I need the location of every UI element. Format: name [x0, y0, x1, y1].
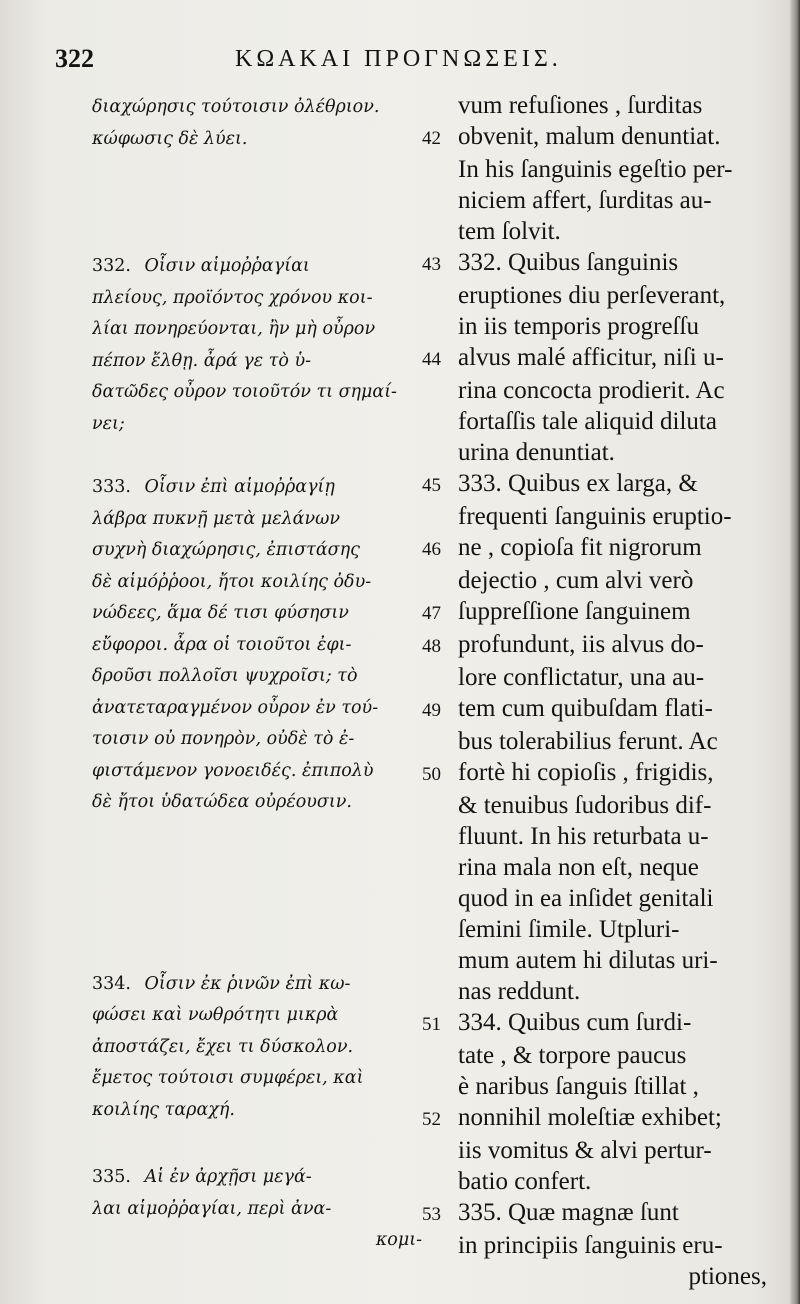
greek-paragraph-334 — [92, 969, 422, 1127]
greek-line: Οἷσιν αἱμοῤῥαγίαι — [144, 256, 310, 276]
greek-line: νώδεες, ἅμα δέ τισι φύσησιν — [92, 603, 349, 623]
latin-line: & tenuibus ſudoribus dif- — [458, 792, 712, 819]
greek-line: λάβρα πυκνῇ μετὰ μελάνων — [92, 508, 341, 529]
latin-line: urina denuntiat. — [458, 439, 615, 466]
page-header — [55, 44, 745, 80]
greek-line: Οἷσιν ἐπὶ αἱμοῤῥαγίῃ — [144, 477, 335, 497]
greek-line: φιστάμενον γονοειδές. ἐπιπολὺ — [92, 760, 374, 781]
latin-line: bus tolerabilius ferunt. Ac — [458, 728, 718, 755]
margin-number: 49 — [422, 700, 441, 721]
greek-line: Αἱ ἐν ἀρχῇσι μεγά- — [144, 1167, 312, 1187]
greek-line: νει; — [92, 413, 125, 434]
greek-line: κώφωσις δὲ λύει. — [92, 128, 248, 149]
latin-line: 43 332. Quibus ſanguinis — [422, 247, 767, 280]
section-number: 332. — [92, 256, 131, 276]
page-spine-shadow — [790, 0, 800, 1304]
margin-number: 50 — [422, 764, 441, 785]
section-number: 333. — [92, 477, 131, 497]
latin-line: rina concocta prodierit. Ac — [458, 377, 725, 404]
section-number: 335. — [92, 1167, 131, 1187]
latin-line: vum refuſiones , ſurditas — [458, 92, 703, 119]
margin-number: 45 — [422, 475, 441, 496]
greek-line: δὲ ἤτοι ὑδατώδεα οὐρέουσιν. — [92, 792, 352, 812]
greek-column — [92, 92, 422, 1257]
latin-line: in principiis ſanguinis eru- — [458, 1232, 723, 1259]
section-number: 334. — [92, 973, 131, 994]
greek-paragraph-335 — [92, 1162, 422, 1257]
latin-line: 50 fortè hi copioſis , frigidis, — [422, 757, 767, 790]
greek-line: συχνὴ διαχώρησις, ἐπιστάσης — [92, 540, 360, 560]
margin-number: 43 — [422, 254, 441, 275]
latin-line: 53 335. Quæ magnæ ſunt — [422, 1197, 767, 1230]
greek-line: τοισιν οὐ πονηρὸν, οὐδὲ τὸ ἐ- — [92, 729, 355, 749]
greek-line: ἀνατεταραγμένον οὖρον ἐν τού- — [92, 697, 379, 718]
greek-line-heading — [92, 472, 422, 504]
greek-line-heading — [92, 251, 422, 283]
latin-line: ſemini ſimile. Utpluri- — [458, 916, 680, 943]
latin-line: fortaſſis tale aliquid diluta — [458, 408, 717, 435]
latin-line: 51 334. Quibus cum ſurdi- — [422, 1007, 767, 1040]
greek-line: διαχώρησις τούτοισιν ὀλέθριον. — [92, 97, 380, 117]
latin-line: frequenti ſanguinis eruptio- — [458, 503, 732, 530]
latin-line: 46 ne , copioſa fit nigrorum — [422, 532, 767, 565]
margin-number: 46 — [422, 539, 441, 560]
latin-line: 42 obvenit, malum denuntiat. — [422, 121, 767, 154]
latin-line: In his ſanguinis egeſtio per- — [458, 156, 733, 183]
greek-paragraph-intro — [92, 92, 422, 155]
latin-line: iis vomitus & alvi pertur- — [458, 1137, 712, 1164]
greek-line: Οἷσιν ἐκ ῥινῶν ἐπὶ κω- — [144, 973, 351, 994]
latin-line: ptiones, — [688, 1263, 767, 1290]
latin-line: tem ſolvit. — [458, 218, 561, 245]
greek-line: κοιλίης ταραχή. — [92, 1099, 235, 1120]
latin-line: quod in ea inſidet genitali — [458, 885, 714, 912]
greek-line: δροῦσι πολλοῖσι ψυχροῖσι; τὸ — [92, 666, 358, 686]
latin-line: niciem affert, ſurditas au- — [458, 187, 712, 214]
latin-column — [422, 90, 767, 1292]
latin-line: nas reddunt. — [458, 978, 581, 1005]
greek-line: λαι αἱμοῤῥαγίαι, περὶ ἀνα- — [92, 1198, 332, 1219]
greek-line: λίαι πονηρεύονται, ἢν μὴ οὖρον — [92, 319, 376, 339]
margin-number: 42 — [422, 128, 441, 149]
greek-line: ἔμετος τούτοισι συμφέρει, καὶ — [92, 1068, 364, 1088]
margin-number: 47 — [422, 603, 441, 624]
latin-line: batio confert. — [458, 1168, 592, 1195]
greek-line: εὔφοροι. ἆρα οἱ τοιοῦτοι ἐφι- — [92, 634, 352, 655]
latin-line: fluunt. In his returbata u- — [458, 823, 709, 850]
greek-line-heading — [92, 969, 422, 1001]
latin-line: in iis temporis progreſſu — [458, 313, 699, 340]
greek-paragraph-333 — [92, 472, 422, 819]
latin-line: 44 alvus malé afficitur, niſi u- — [422, 342, 767, 375]
greek-line: δὲ αἱμόῤῥοοι, ἤτοι κοιλίης ὀδυ- — [92, 571, 372, 592]
latin-line: 49 tem cum quibuſdam flati- — [422, 693, 767, 726]
margin-number: 52 — [422, 1109, 441, 1130]
latin-line: rina mala non eſt, neque — [458, 854, 699, 881]
greek-line-heading — [92, 1162, 422, 1194]
latin-line: 48 profundunt, iis alvus do- — [422, 629, 767, 662]
greek-paragraph-332 — [92, 251, 422, 440]
page-number: 322 — [55, 44, 94, 73]
latin-line: 52 nonnihil moleſtiæ exhibet; — [422, 1102, 767, 1135]
greek-line: πέπον ἔλθῃ. ἆρά γε τὸ ὑ- — [92, 350, 311, 371]
latin-line: 45 333. Quibus ex larga, & — [422, 468, 767, 501]
margin-number: 53 — [422, 1204, 441, 1225]
latin-line: dejectio , cum alvi verò — [458, 567, 694, 594]
margin-number: 51 — [422, 1014, 441, 1035]
latin-line: lore conflictatur, una au- — [458, 664, 705, 691]
greek-line: φώσει καὶ νωθρότητι μικρὰ — [92, 1005, 339, 1025]
latin-line: è naribus ſanguis ſtillat , — [458, 1073, 699, 1100]
margin-number: 44 — [422, 349, 441, 370]
latin-line: tate , & torpore paucus — [458, 1042, 687, 1069]
latin-line: mum autem hi dilutas uri- — [458, 947, 718, 974]
greek-line: κομι- — [375, 1230, 422, 1250]
latin-line: eruptiones diu perſeverant, — [458, 282, 726, 309]
margin-number: 48 — [422, 636, 441, 657]
running-title: ΚΩΑΚΑΙ ΠΡΟΓΝΩΣΕΙΣ. — [235, 46, 562, 72]
greek-line: ἀποστάζει, ἔχει τι δύσκολον. — [92, 1036, 354, 1057]
latin-line: 47 ſuppreſſione ſanguinem — [422, 596, 767, 629]
greek-line: πλείους, προϊόντος χρόνου κοι- — [92, 287, 373, 308]
greek-line: δατῶδες οὖρον τοιοῦτόν τι σημαί- — [92, 382, 397, 402]
